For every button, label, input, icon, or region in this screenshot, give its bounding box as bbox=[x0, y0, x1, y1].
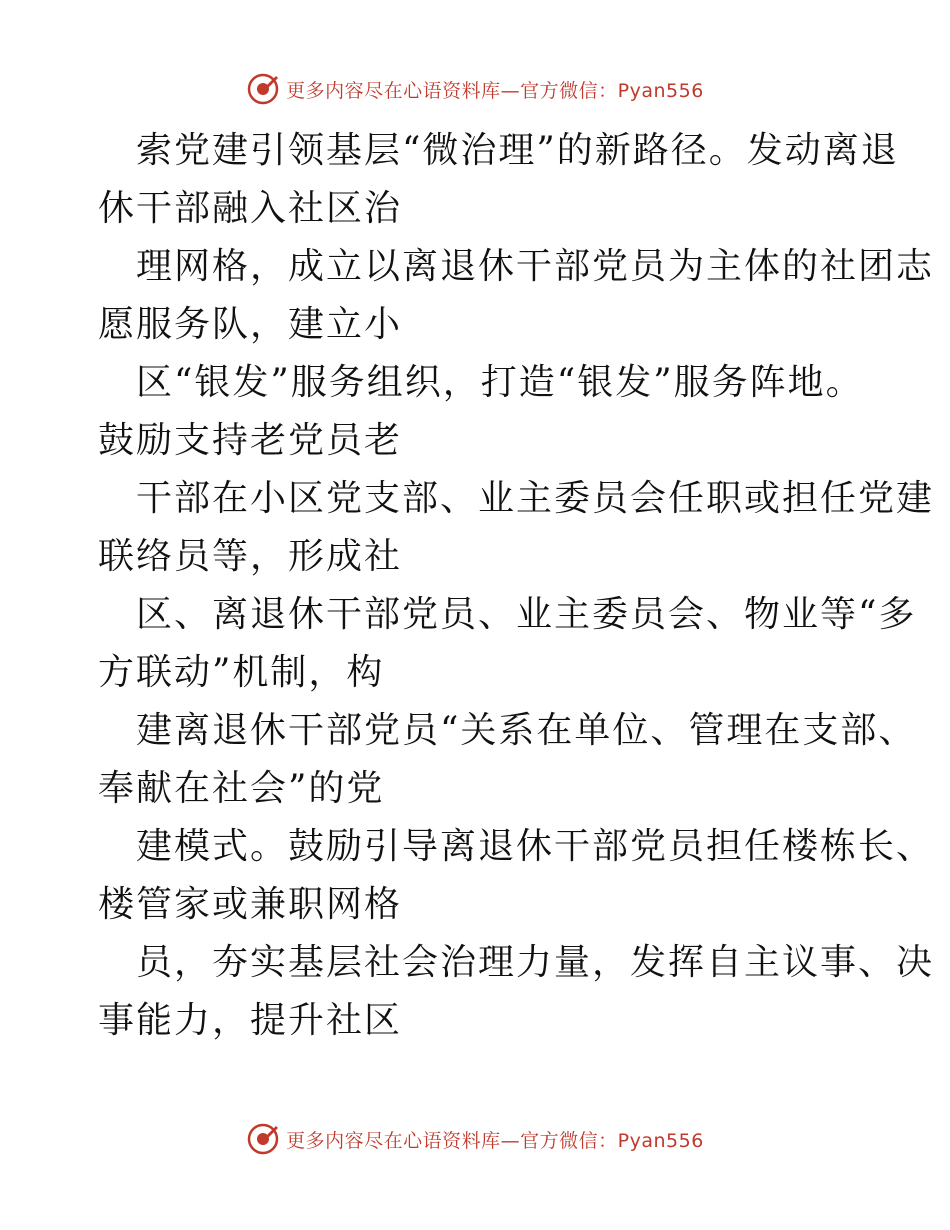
paragraph-line: 员，夯实基层社会治理力量，发挥自主议事、决 bbox=[136, 942, 935, 983]
paragraph-line: 事能力，提升社区 bbox=[98, 1000, 403, 1041]
paragraph-line: 奉献在社会”的党 bbox=[98, 768, 385, 809]
paragraph-line: 理网格，成立以离退休干部党员为主体的社团志 bbox=[136, 246, 935, 287]
paragraph bbox=[98, 818, 935, 934]
paragraph-line: 楼管家或兼职网格 bbox=[98, 884, 403, 925]
paragraph-line: 干部在小区党支部、业主委员会任职或担任党建 bbox=[136, 478, 935, 519]
paragraph bbox=[98, 470, 935, 586]
paragraph-line: 联络员等，形成社 bbox=[98, 536, 403, 577]
pen-logo-icon bbox=[246, 1122, 280, 1156]
paragraph-line: 建模式。鼓励引导离退休干部党员担任楼栋长、 bbox=[136, 826, 935, 867]
paragraph-line: 区“银发”服务组织，打造“银发”服务阵地。 bbox=[136, 362, 864, 403]
banner-text: 更多内容尽在心语资料库—官方微信：Pyan556 bbox=[286, 1129, 704, 1152]
banner-text: 更多内容尽在心语资料库—官方微信：Pyan556 bbox=[286, 79, 704, 102]
paragraph bbox=[98, 702, 917, 818]
pen-logo-icon bbox=[246, 72, 280, 106]
paragraph-line: 休干部融入社区治 bbox=[98, 188, 403, 229]
paragraph bbox=[98, 934, 935, 1050]
document-body bbox=[98, 122, 935, 1050]
paragraph bbox=[98, 354, 864, 470]
paragraph-line: 鼓励支持老党员老 bbox=[98, 420, 403, 461]
header-banner bbox=[0, 72, 950, 106]
paragraph bbox=[98, 586, 917, 702]
paragraph bbox=[98, 122, 899, 238]
paragraph-line: 区、离退休干部党员、业主委员会、物业等“多 bbox=[136, 594, 917, 635]
footer-banner bbox=[0, 1122, 950, 1156]
paragraph-line: 方联动”机制，构 bbox=[98, 652, 385, 693]
paragraph bbox=[98, 238, 935, 354]
paragraph-line: 建离退休干部党员“关系在单位、管理在支部、 bbox=[136, 710, 917, 751]
paragraph-line: 愿服务队，建立小 bbox=[98, 304, 403, 345]
paragraph-line: 索党建引领基层“微治理”的新路径。发动离退 bbox=[136, 130, 899, 171]
